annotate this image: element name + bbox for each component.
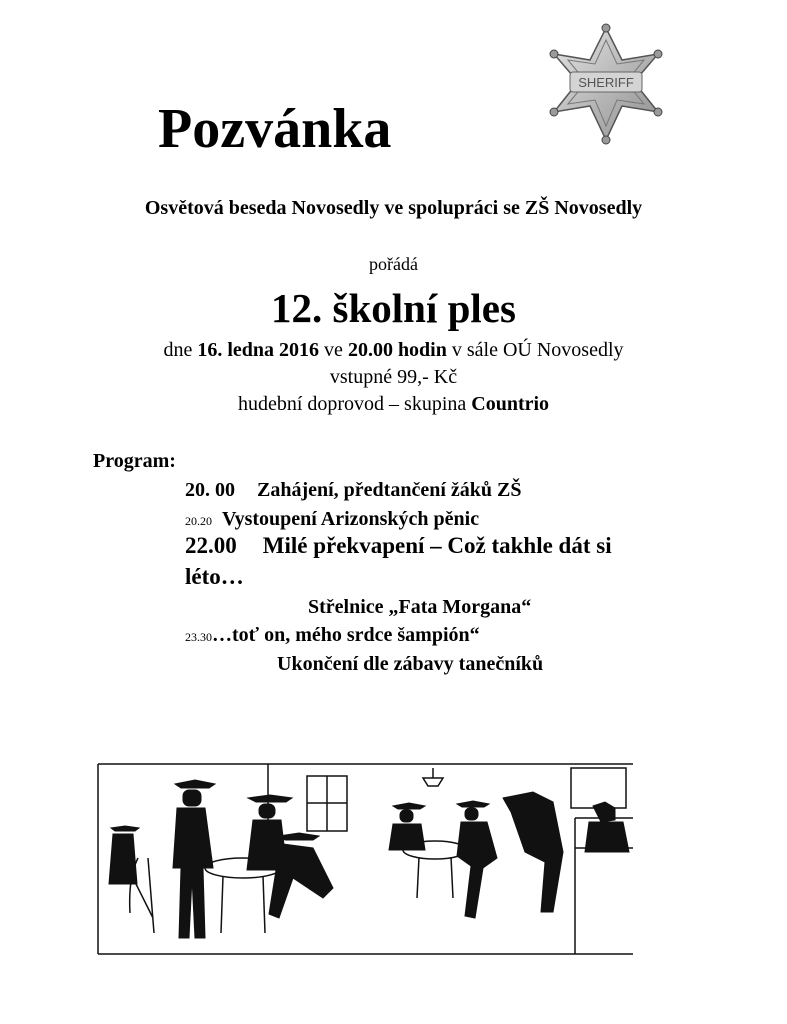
event-time: 20.00 hodin bbox=[347, 339, 447, 361]
saloon-illustration bbox=[93, 758, 638, 958]
dateline-prefix: dne bbox=[163, 339, 198, 361]
program-label: Program: bbox=[93, 450, 176, 472]
program-item-text: Milé překvapení – Což takhle dát si bbox=[262, 533, 612, 558]
dateline-venue: v sále OÚ Novosedly bbox=[446, 339, 624, 361]
event-date: 16. ledna 2016 bbox=[197, 339, 320, 361]
band-name: Countrio bbox=[471, 393, 550, 415]
sheriff-badge-icon bbox=[546, 20, 666, 150]
program-item-time: 23.30 bbox=[185, 630, 212, 644]
music-line bbox=[0, 393, 787, 416]
program-item-time: 20.20 bbox=[185, 514, 212, 528]
music-prefix: hudební doprovod – skupina bbox=[237, 393, 472, 415]
badge-text: SHERIFF bbox=[578, 75, 634, 90]
program-item-text: Ukončení dle zábavy tanečníků bbox=[277, 653, 544, 675]
dateline-mid: ve bbox=[319, 339, 348, 361]
page-title: Pozvánka bbox=[158, 98, 392, 160]
program-item-continuation: léto… bbox=[185, 564, 244, 589]
organizer-line: Osvětová beseda Novosedly ve spolupráci se ZŠ Novosedly bbox=[144, 197, 643, 219]
event-title: 12. školní ples bbox=[271, 285, 516, 331]
presents-text: pořádá bbox=[369, 254, 418, 274]
date-line bbox=[0, 339, 787, 362]
program-item-time: 20. 00 bbox=[185, 479, 235, 501]
program-item bbox=[185, 479, 521, 502]
program-item bbox=[185, 508, 479, 531]
program-item-text: Zahájení, předtančení žáků ZŠ bbox=[257, 479, 522, 501]
program-item bbox=[185, 533, 612, 559]
program-item-text: Střelnice „Fata Morgana“ bbox=[308, 596, 532, 618]
entry-fee: vstupné 99,- Kč bbox=[329, 366, 458, 388]
program-item-time: 22.00 bbox=[185, 533, 237, 558]
program-item-text: …toť on, mého srdce šampión“ bbox=[212, 624, 480, 646]
program-item-text: Vystoupení Arizonských pěnic bbox=[222, 508, 480, 530]
program-item bbox=[185, 624, 480, 647]
